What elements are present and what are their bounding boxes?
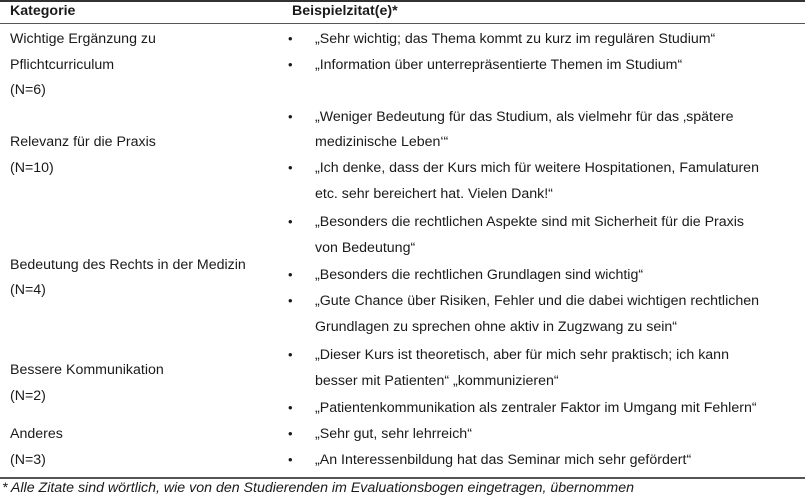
bullet-icon: • — [288, 214, 293, 229]
footnote: * Alle Zitate sind wörtlich, wie von den Studierenden im Evaluationsbogen eingetragen, übernommen — [2, 480, 634, 496]
table-top-rule — [0, 0, 805, 2]
bullet-icon: • — [288, 31, 293, 46]
quote-text: medizinische Leben‘“ — [315, 134, 449, 150]
bullet-icon: • — [288, 347, 293, 362]
category-label: Bedeutung des Rechts in der Medizin — [10, 257, 246, 273]
quote-text: „Information über unterrepräsentierte Themen im Studium“ — [315, 57, 683, 73]
table-bottom-rule — [0, 477, 805, 479]
category-label: Pflichtcurriculum — [10, 57, 115, 73]
quote-text: „Besonders die rechtlichen Aspekte sind mit Sicherheit für die Praxis — [315, 214, 744, 230]
quote-text: von Bedeutung“ — [315, 240, 416, 256]
quote-text: „Gute Chance über Risiken, Fehler und die dabei wichtigen rechtlichen — [315, 293, 760, 309]
quote-text: „Sehr gut, sehr lehrreich“ — [315, 426, 472, 442]
category-label: Bessere Kommunikation — [10, 362, 164, 378]
quote-text: „Patientenkommunikation als zentraler Faktor im Umgang mit Fehlern“ — [315, 400, 757, 416]
bullet-icon: • — [288, 267, 293, 282]
header-category: Kategorie — [10, 3, 76, 19]
category-count: (N=10) — [10, 160, 54, 176]
header-quotes: Beispielzitat(e)* — [292, 3, 398, 19]
quote-text: „Weniger Bedeutung für das Studium, als vielmehr für das ‚spätere — [315, 109, 734, 125]
quote-text: etc. sehr bereichert hat. Vielen Dank!“ — [315, 186, 553, 202]
category-count: (N=3) — [10, 452, 46, 468]
quote-text: Grundlagen zu sprechen ohne aktiv in Zugzwang zu sein“ — [315, 319, 677, 335]
bullet-icon: • — [288, 426, 293, 441]
quote-text: „Dieser Kurs ist theoretisch, aber für mich sehr praktisch; ich kann — [315, 347, 729, 363]
category-label: Anderes — [10, 426, 63, 442]
quote-text: „Besonders die rechtlichen Grundlagen sind wichtig“ — [315, 267, 644, 283]
bullet-icon: • — [288, 293, 293, 308]
bullet-icon: • — [288, 452, 293, 467]
header-rule — [0, 23, 805, 24]
bullet-icon: • — [288, 160, 293, 175]
category-count: (N=2) — [10, 388, 46, 404]
bullet-icon: • — [288, 400, 293, 415]
category-count: (N=4) — [10, 282, 46, 298]
bullet-icon: • — [288, 57, 293, 72]
quote-text: besser mit Patienten“ „kommunizieren“ — [315, 373, 559, 389]
bullet-icon: • — [288, 109, 293, 124]
quote-text: „An Interessenbildung hat das Seminar mich sehr gefördert“ — [315, 452, 692, 468]
category-label: Relevanz für die Praxis — [10, 134, 156, 150]
category-label: Wichtige Ergänzung zu — [10, 31, 156, 47]
category-count: (N=6) — [10, 82, 46, 98]
quote-text: „Ich denke, dass der Kurs mich für weitere Hospitationen, Famulaturen — [315, 160, 759, 176]
quote-text: „Sehr wichtig; das Thema kommt zu kurz im regulären Studium“ — [315, 31, 716, 47]
